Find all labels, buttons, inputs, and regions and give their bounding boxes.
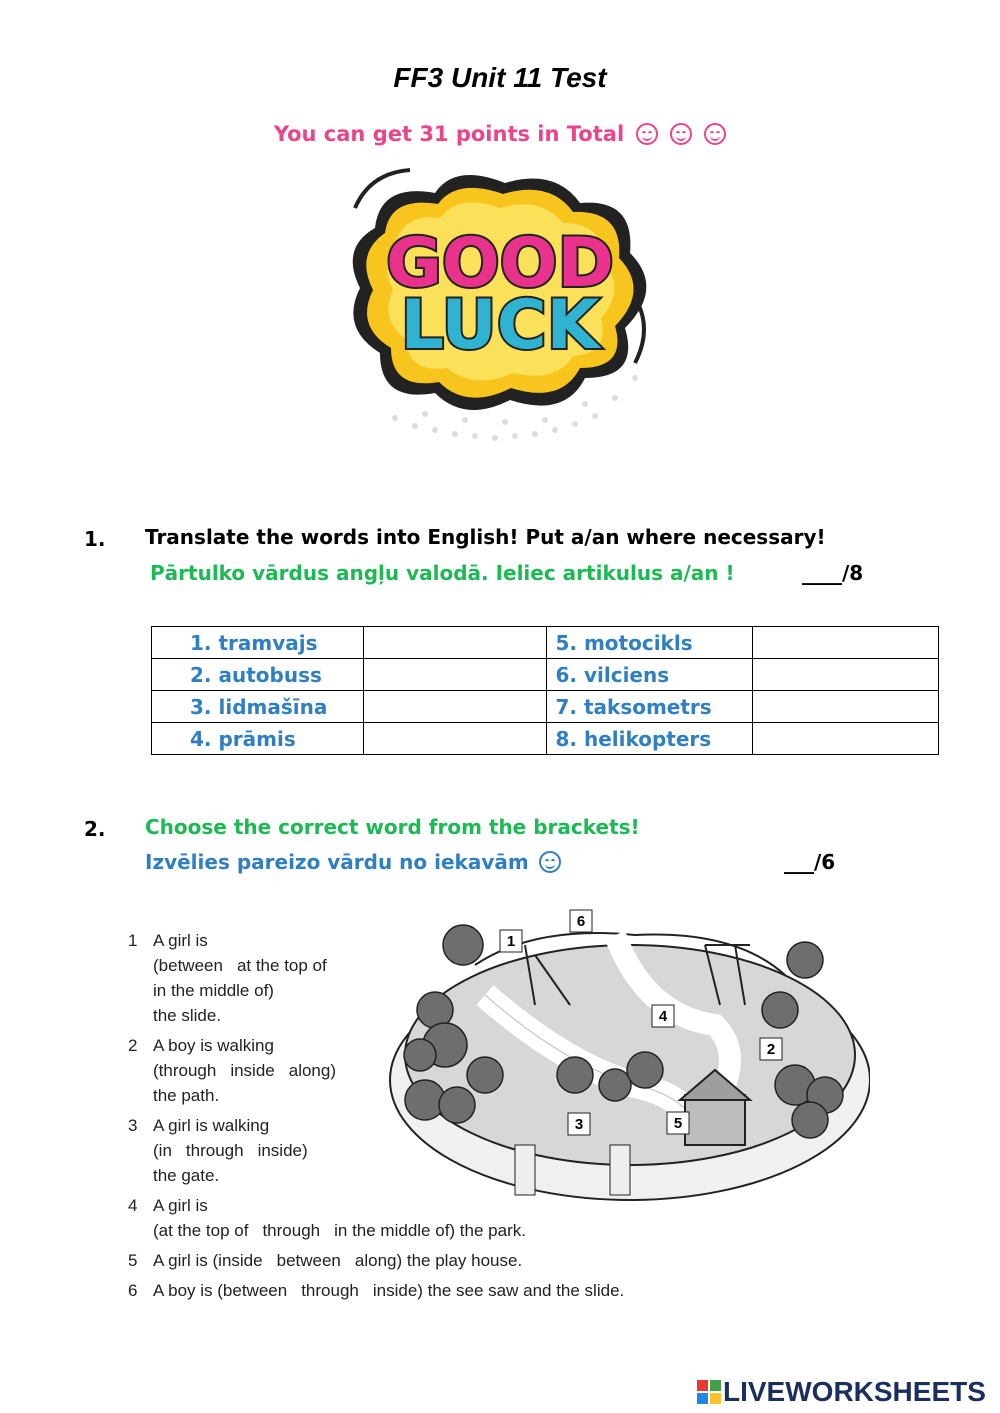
good-luck-logo <box>335 168 665 448</box>
park-illustration <box>385 905 870 1205</box>
liveworksheets-brand: LIVEWORKSHEETS <box>697 1376 986 1408</box>
word-cell: 7. taksometrs <box>547 691 753 723</box>
answer-cell-7[interactable] <box>753 691 939 723</box>
q2-number: 2. <box>84 817 106 841</box>
answer-cell-4[interactable] <box>363 723 547 755</box>
q1-number: 1. <box>84 527 106 551</box>
smiley-icon <box>636 123 658 145</box>
list-item: 3 A girl is walking (in through inside) the gate. <box>128 1116 308 1185</box>
answer-cell-8[interactable] <box>753 723 939 755</box>
word-cell: 8. helikopters <box>547 723 753 755</box>
answer-cell-1[interactable] <box>363 627 547 659</box>
table-row <box>152 659 939 691</box>
answer-cell-3[interactable] <box>363 691 547 723</box>
logo-text-luck: LUCK <box>400 286 600 365</box>
answer-cell-2[interactable] <box>363 659 547 691</box>
list-item: 4 A girl is (at the top of through in the middle of) the park. <box>128 1196 526 1240</box>
q2-instruction-lv: Izvēlies pareizo vārdu no iekavām <box>145 850 561 874</box>
picture-label: 3 <box>574 1116 584 1133</box>
picture-label: 5 <box>673 1115 683 1132</box>
picture-label: 6 <box>576 913 586 930</box>
q2-score: ___/6 <box>784 850 836 874</box>
table-row <box>152 691 939 723</box>
word-cell: 6. vilciens <box>547 659 753 691</box>
smiley-icon <box>670 123 692 145</box>
word-cell: 1. tramvajs <box>152 627 364 659</box>
q1-score: ____/8 <box>802 561 864 585</box>
q1-instruction-lv: Pārtulko vārdus angļu valodā. Ieliec artikulus a/an ! <box>150 561 735 585</box>
list-item: 6 A boy is (between through inside) the see saw and the slide. <box>128 1281 625 1300</box>
points-subtitle <box>0 122 1000 146</box>
list-item: 1 A girl is (between at the top of in the middle of) the slide. <box>128 931 327 1025</box>
answer-cell-6[interactable] <box>753 659 939 691</box>
page-title: FF3 Unit 11 Test <box>393 62 607 93</box>
smiley-icon <box>704 123 726 145</box>
smiley-icon <box>539 851 561 873</box>
table-row <box>152 723 939 755</box>
picture-label: 1 <box>506 933 516 950</box>
picture-label: 2 <box>766 1041 776 1058</box>
liveworksheets-logo-icon <box>697 1380 721 1404</box>
word-cell: 3. lidmašīna <box>152 691 364 723</box>
list-item: 5 A girl is (inside between along) the play house. <box>128 1251 523 1270</box>
logo-text-good: GOOD <box>386 224 614 303</box>
list-item: 2 A boy is walking (through inside along) the path. <box>128 1036 337 1105</box>
q1-instruction-en: Translate the words into English! Put a/an where necessary! <box>145 525 826 549</box>
word-cell: 2. autobuss <box>152 659 364 691</box>
answer-cell-5[interactable] <box>753 627 939 659</box>
table-row <box>152 627 939 659</box>
picture-label: 4 <box>658 1008 668 1025</box>
word-cell: 4. prāmis <box>152 723 364 755</box>
vocabulary-table <box>151 626 939 755</box>
word-cell: 5. motocikls <box>547 627 753 659</box>
subtitle-text: You can get 31 points in Total <box>273 122 625 146</box>
q2-instruction-en: Choose the correct word from the brackets! <box>145 815 640 839</box>
